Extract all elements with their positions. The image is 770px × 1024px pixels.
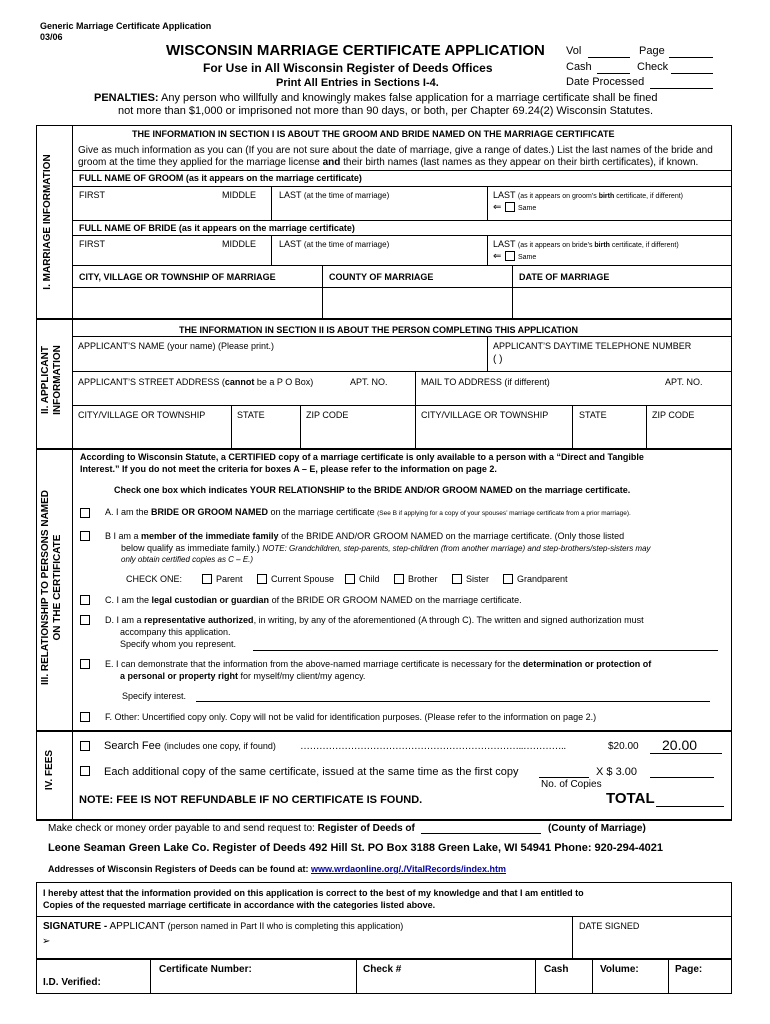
section1-intro-1: Give as much information as you can (If you are not sure about the date of marriage, give a range of dates.) List the last names of the bride and bbox=[78, 145, 713, 156]
signature-label bbox=[43, 922, 403, 932]
bride-birth-note bbox=[518, 242, 679, 249]
mail-apt-label: APT. NO. bbox=[665, 377, 703, 387]
volume-label: Volume: bbox=[600, 964, 639, 975]
check-number-label: Check # bbox=[363, 964, 402, 975]
divider bbox=[731, 125, 732, 820]
additional-copy-label: Each additional copy of the same certificate, issued at the same time as the first copy bbox=[104, 766, 519, 778]
fee-leader: ……………………………………………………………..………….. bbox=[300, 741, 566, 752]
opt-text: E. I can demonstrate that the information from the above-named marriage certificate is necessary for the bbox=[105, 659, 523, 669]
subtitle: For Use in All Wisconsin Register of Deeds Offices bbox=[203, 61, 493, 75]
option-f-checkbox[interactable] bbox=[80, 712, 90, 722]
divider bbox=[592, 958, 593, 993]
date-processed-label: Date Processed bbox=[566, 76, 645, 88]
pay-bold: Register of Deeds of bbox=[317, 823, 415, 834]
marriage-date-label: DATE OF MARRIAGE bbox=[519, 272, 610, 282]
vol-label: Vol bbox=[566, 45, 582, 57]
divider bbox=[36, 318, 732, 320]
total-field[interactable] bbox=[656, 806, 724, 807]
cash-label: Cash bbox=[566, 61, 592, 73]
date-signed-label: DATE SIGNED bbox=[579, 921, 640, 931]
mail-to-label: MAIL TO ADDRESS (if different) bbox=[421, 377, 550, 387]
intro-text: their birth names (last names as they appear on their birth certificates), if known. bbox=[340, 157, 699, 168]
street-cannot: cannot bbox=[224, 377, 255, 387]
last-note: (at the time of marriage) bbox=[303, 240, 390, 249]
opt-text: A. I am the bbox=[105, 507, 152, 517]
section4-side-label: IV. FEES bbox=[44, 749, 55, 791]
num-copies-label: No. of Copies bbox=[541, 779, 602, 790]
option-a-checkbox[interactable] bbox=[80, 508, 90, 518]
divider bbox=[72, 125, 73, 820]
option-b-line-3: only obtain certified copies as C – E.) bbox=[121, 555, 254, 564]
per-copy-price: X $ 3.00 bbox=[596, 766, 637, 778]
divider bbox=[36, 125, 732, 126]
divider bbox=[36, 125, 37, 820]
sig-text: APPLICANT bbox=[109, 921, 165, 932]
attest-line-2: Copies of the requested marriage certificate in accordance with the categories listed above. bbox=[43, 900, 436, 910]
pay-text: Addresses of Wisconsin Registers of Deeds can be found at: bbox=[48, 864, 311, 874]
check-field[interactable] bbox=[671, 73, 713, 74]
opt-bold: legal custodian or guardian bbox=[151, 595, 270, 605]
divider bbox=[512, 265, 513, 318]
divider bbox=[36, 916, 732, 917]
option-f-label: F. Other: Uncertified copy only. Copy will not be valid for identification purposes. (Please refer to the information on page 2.) bbox=[105, 712, 597, 722]
opt-note: NOTE: Grandchildren, step-parents, step-children (from another marriage) and step-brothers/step-sisters may bbox=[262, 544, 651, 553]
arrow-left-icon: ⇐ bbox=[493, 251, 502, 262]
id-verified-label: I.D. Verified: bbox=[43, 977, 101, 988]
last-text: LAST bbox=[493, 190, 516, 200]
divider bbox=[72, 287, 731, 288]
divider bbox=[415, 371, 416, 448]
divider bbox=[72, 371, 731, 372]
mail-city-label: CITY/VILLAGE OR TOWNSHIP bbox=[421, 410, 549, 420]
copies-total-field[interactable] bbox=[650, 777, 714, 778]
copies-field[interactable] bbox=[539, 777, 589, 778]
footer-cash-label: Cash bbox=[544, 964, 569, 975]
opt-note: (See B if applying for a copy of your spouses’ marriage certificate from a prior marriage). bbox=[377, 510, 631, 517]
total-label: TOTAL bbox=[606, 790, 655, 807]
current-spouse-checkbox[interactable] bbox=[257, 574, 267, 584]
note-text: (as it appears on bride’s bbox=[517, 242, 595, 249]
section2-heading: THE INFORMATION IN SECTION II IS ABOUT THE PERSON COMPLETING THIS APPLICATION bbox=[179, 325, 579, 335]
check-one-label: CHECK ONE: bbox=[126, 574, 183, 584]
side-label-line: ON THE CERTIFICATE bbox=[51, 534, 63, 641]
opt-bold: BRIDE OR GROOM NAMED bbox=[151, 507, 269, 517]
opt-bold: a personal or property right bbox=[120, 671, 239, 681]
groom-heading: FULL NAME OF GROOM (as it appears on the marriage certificate) bbox=[79, 173, 362, 183]
divider bbox=[487, 235, 488, 265]
addresses-line bbox=[48, 865, 506, 874]
groom-first-label: FIRST bbox=[79, 190, 105, 200]
divider bbox=[271, 235, 272, 265]
divider bbox=[271, 186, 272, 220]
option-e-line-2 bbox=[120, 672, 365, 681]
street-text: be a P O Box) bbox=[254, 377, 314, 387]
office-address: Leone Seaman Green Lake Co. Register of Deeds 492 Hill St. PO Box 3188 Green Lake, WI 54941 Phone: 920-294-4021 bbox=[48, 842, 664, 854]
intro-and: and bbox=[322, 157, 341, 168]
divider bbox=[572, 916, 573, 958]
search-fee-label bbox=[104, 741, 276, 752]
divider bbox=[72, 186, 731, 187]
note-birth: birth bbox=[594, 242, 610, 249]
sister-checkbox[interactable] bbox=[452, 574, 462, 584]
groom-middle-label: MIDDLE bbox=[222, 190, 257, 200]
section3-side-label bbox=[40, 470, 63, 705]
side-label-line: II. APPLICANT bbox=[40, 346, 51, 414]
applicant-name-label: APPLICANT’S NAME (your name) (Please print.) bbox=[78, 341, 275, 351]
opt-text: of the BRIDE AND/OR GROOM NAMED on the marriage certificate. (Only those listed bbox=[278, 531, 625, 541]
statute-line-1: According to Wisconsin Statute, a CERTIFIED copy of a marriage certificate is only available to a person with a “Direct and Tangible bbox=[80, 452, 644, 462]
note-birth: birth bbox=[598, 193, 615, 200]
signature-field[interactable] bbox=[60, 932, 560, 952]
divider bbox=[72, 336, 731, 337]
instruction: Print All Entries in Sections I-4. bbox=[276, 77, 439, 89]
zip-label: ZIP CODE bbox=[306, 410, 349, 420]
check-label: Check bbox=[637, 61, 669, 73]
street-label bbox=[78, 378, 313, 387]
check-one-instruction: Check one box which indicates YOUR RELATIONSHIP to the BRIDE AND/OR GROOM NAMED on the marriage certificate. bbox=[114, 485, 631, 495]
divider bbox=[36, 882, 732, 883]
groom-last-label bbox=[279, 191, 389, 200]
street-text: APPLICANT’S STREET ADDRESS ( bbox=[78, 377, 225, 387]
bride-same-label: Same bbox=[518, 254, 537, 261]
opt-bold: member of the immediate family bbox=[141, 531, 279, 541]
bride-last-label bbox=[279, 240, 389, 249]
divider bbox=[646, 405, 647, 448]
mail-state-label: STATE bbox=[579, 410, 607, 420]
option-e-label bbox=[105, 660, 651, 669]
section1-heading: THE INFORMATION IN SECTION I IS ABOUT THE GROOM AND BRIDE NAMED ON THE MARRIAGE CERTIFICATE bbox=[132, 129, 615, 139]
interest-field[interactable] bbox=[196, 701, 710, 702]
fee-note: (includes one copy, if found) bbox=[163, 741, 276, 751]
option-a-label bbox=[105, 508, 631, 518]
divider bbox=[72, 220, 731, 221]
city-label: CITY/VILLAGE OR TOWNSHIP bbox=[78, 410, 206, 420]
groom-birth-note bbox=[518, 193, 683, 200]
search-fee-price: $20.00 bbox=[608, 741, 639, 752]
phone-label: APPLICANT’S DAYTIME TELEPHONE NUMBER bbox=[493, 341, 692, 351]
divider bbox=[36, 448, 732, 450]
sister-label: Sister bbox=[466, 574, 490, 584]
option-d-checkbox[interactable] bbox=[80, 615, 90, 625]
page-field[interactable] bbox=[669, 57, 713, 58]
opt-text: D. I am a bbox=[105, 615, 145, 625]
option-b-line-2 bbox=[121, 544, 651, 553]
divider bbox=[231, 405, 232, 448]
vol-field[interactable] bbox=[588, 57, 630, 58]
page-label: Page bbox=[639, 45, 665, 57]
divider bbox=[36, 993, 732, 994]
county-of-marriage-label: (County of Marriage) bbox=[548, 823, 646, 834]
note-text: certificate, if different) bbox=[614, 193, 683, 200]
mail-zip-label: ZIP CODE bbox=[652, 410, 695, 420]
groom-same-label: Same bbox=[518, 205, 537, 212]
search-fee-checkbox[interactable] bbox=[80, 741, 90, 751]
opt-bold: representative authorized bbox=[144, 615, 254, 625]
bride-first-label: FIRST bbox=[79, 239, 105, 249]
opt-text: of the BRIDE OR GROOM NAMED on the marriage certificate. bbox=[269, 595, 522, 605]
section2-side-label bbox=[40, 330, 63, 430]
fee-text: Search Fee bbox=[104, 740, 161, 752]
bride-same-checkbox[interactable] bbox=[505, 251, 515, 261]
penalties-text: Any person who willfully and knowingly makes false application for a marriage certificate shall be fined bbox=[161, 92, 658, 104]
signature-arrow-icon: ➢ bbox=[42, 936, 51, 947]
statute-line-2: Interest.” If you do not meet the criteria for boxes A – E, please refer to the information on page 2. bbox=[80, 464, 497, 474]
divider bbox=[731, 882, 732, 994]
attest-line-1: I hereby attest that the information provided on this application is correct to the best of my knowledge and that I am entitled to bbox=[43, 888, 584, 898]
refund-note: NOTE: FEE IS NOT REFUNDABLE IF NO CERTIFICATE IS FOUND. bbox=[79, 794, 423, 806]
section1-side-label: I. MARRIAGE INFORMATION bbox=[42, 154, 53, 290]
grandparent-label: Grandparent bbox=[517, 574, 568, 584]
divider bbox=[322, 265, 323, 318]
option-e-checkbox[interactable] bbox=[80, 659, 90, 669]
brother-label: Brother bbox=[408, 574, 438, 584]
cert-number-label: Certificate Number: bbox=[159, 964, 252, 975]
side-label-line: III. RELATIONSHIP TO PERSONS NAMED bbox=[40, 489, 51, 686]
payable-line bbox=[48, 824, 415, 834]
current-spouse-label: Current Spouse bbox=[271, 574, 335, 584]
bride-middle-label: MIDDLE bbox=[222, 239, 257, 249]
apt-label: APT. NO. bbox=[350, 377, 388, 387]
opt-text: C. I am the bbox=[105, 595, 152, 605]
side-label-line: INFORMATION bbox=[51, 345, 63, 415]
divider bbox=[72, 265, 731, 266]
option-d-label bbox=[105, 616, 644, 625]
section1-intro-2 bbox=[78, 158, 698, 168]
registers-link[interactable]: www.wrdaonline.org/./VitalRecords/index.htm bbox=[310, 864, 507, 874]
footer-page-label: Page: bbox=[675, 964, 703, 975]
divider bbox=[72, 405, 731, 406]
parent-label: Parent bbox=[216, 574, 243, 584]
opt-text: B I am a bbox=[105, 531, 142, 541]
penalties-line-1 bbox=[94, 93, 658, 104]
penalties-label: PENALTIES: bbox=[94, 92, 159, 104]
note-text: (as it appears on groom’s bbox=[517, 193, 599, 200]
date-processed-field[interactable] bbox=[650, 88, 713, 89]
divider bbox=[300, 405, 301, 448]
groom-same-checkbox[interactable] bbox=[505, 202, 515, 212]
divider bbox=[487, 186, 488, 220]
divider bbox=[668, 958, 669, 993]
option-c-label bbox=[105, 596, 522, 605]
divider bbox=[535, 958, 536, 993]
child-checkbox[interactable] bbox=[345, 574, 355, 584]
divider bbox=[36, 958, 732, 960]
opt-text: below qualify as immediate family.) bbox=[121, 543, 263, 553]
pay-text: Make check or money order payable to and send request to: bbox=[48, 823, 318, 834]
search-fee-line bbox=[650, 753, 722, 754]
grandparent-checkbox[interactable] bbox=[503, 574, 513, 584]
bride-heading: FULL NAME OF BRIDE (as it appears on the marriage certificate) bbox=[79, 223, 355, 233]
note-text: certificate, if different) bbox=[609, 242, 679, 249]
divider bbox=[36, 730, 732, 732]
opt-bold: determination or protection of bbox=[522, 659, 652, 669]
divider bbox=[72, 235, 731, 236]
marriage-county-label: COUNTY OF MARRIAGE bbox=[329, 272, 434, 282]
option-b-label bbox=[105, 532, 624, 541]
penalties-line-2: not more than $1,000 or imprisoned not more than 90 days, or both, per Chapter 69.24(2) Wisconsin Statutes. bbox=[118, 105, 654, 117]
last-text: LAST bbox=[493, 239, 516, 249]
opt-text: for myself/my client/my agency. bbox=[238, 671, 366, 681]
divider bbox=[36, 819, 732, 821]
option-b-checkbox[interactable] bbox=[80, 531, 90, 541]
form-date: 03/06 bbox=[40, 32, 63, 42]
cash-field[interactable] bbox=[597, 73, 630, 74]
divider bbox=[572, 405, 573, 448]
form-name: Generic Marriage Certificate Application bbox=[40, 21, 212, 31]
last-text: LAST bbox=[279, 239, 302, 249]
search-fee-total[interactable]: 20.00 bbox=[662, 737, 698, 753]
option-d-line-3: Specify whom you represent. bbox=[120, 639, 237, 649]
divider bbox=[487, 336, 488, 371]
bride-birth-last-label bbox=[493, 240, 679, 249]
divider bbox=[356, 958, 357, 993]
represent-field[interactable] bbox=[253, 650, 718, 651]
groom-birth-last-label bbox=[493, 191, 683, 200]
option-d-line-2: accompany this application. bbox=[120, 627, 231, 637]
county-field[interactable] bbox=[421, 833, 541, 834]
state-label: STATE bbox=[237, 410, 265, 420]
page-title: WISCONSIN MARRIAGE CERTIFICATE APPLICATION bbox=[166, 42, 545, 59]
sig-bold: SIGNATURE - bbox=[43, 921, 108, 932]
divider bbox=[150, 958, 151, 993]
last-note: (at the time of marriage) bbox=[303, 191, 390, 200]
intro-text: groom at the time they applied for the marriage license bbox=[78, 157, 323, 168]
divider bbox=[36, 882, 37, 994]
opt-text: on the marriage certificate bbox=[268, 507, 378, 517]
additional-copy-checkbox[interactable] bbox=[80, 766, 90, 776]
parent-checkbox[interactable] bbox=[202, 574, 212, 584]
marriage-city-label: CITY, VILLAGE OR TOWNSHIP OF MARRIAGE bbox=[79, 272, 276, 282]
opt-text: , in writing, by any of the aforementioned (A through C). The written and signed authorization must bbox=[253, 615, 644, 625]
option-e-line-3: Specify interest. bbox=[122, 691, 187, 701]
brother-checkbox[interactable] bbox=[394, 574, 404, 584]
arrow-left-icon: ⇐ bbox=[493, 202, 502, 213]
option-c-checkbox[interactable] bbox=[80, 595, 90, 605]
child-label: Child bbox=[359, 574, 380, 584]
divider bbox=[72, 170, 731, 171]
sig-note: (person named in Part II who is completing this application) bbox=[167, 921, 404, 931]
last-text: LAST bbox=[279, 190, 302, 200]
phone-field[interactable]: ( ) bbox=[493, 354, 503, 365]
